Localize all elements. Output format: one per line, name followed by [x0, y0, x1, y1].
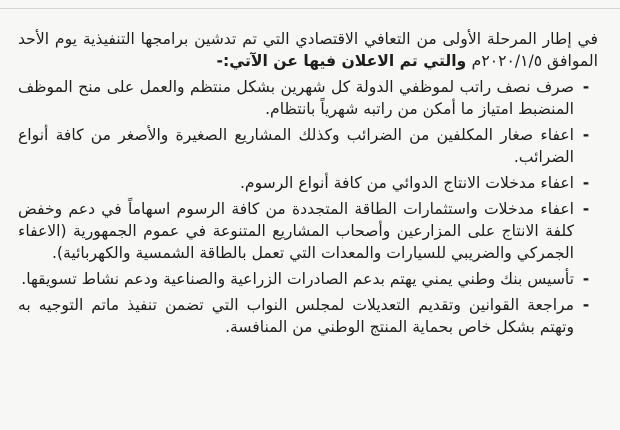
list-item-text: اعفاء صغار المكلفين من الضرائب وكذلك المشاريع الصغيرة والأصغر من كافة أنواع الضرائب. [18, 126, 574, 166]
intro-emphasis: والتي تم الاعلان فيها عن الآتي:- [216, 52, 472, 70]
list-item-text: اعفاء مدخلات الانتاج الدوائي من كافة أنواع الرسوم. [239, 174, 574, 192]
list-item-text: تأسيس بنك وطني يمني يهتم بدعم الصادرات الزراعية والصناعية ودعم نشاط تسويقها. [21, 270, 574, 288]
list-item [18, 172, 598, 194]
measures-list [18, 76, 598, 338]
list-item [18, 198, 598, 264]
bullet-dash: - [582, 78, 590, 96]
intro-lead: في إطار المرحلة الأولى من التعافي الاقتصادي التي تم تدشين برامجها التنفيذية يوم الأحد الموافق ٢٠٢٠/١/٥م [18, 30, 598, 70]
page-fold-line [0, 8, 620, 9]
list-item [18, 76, 598, 120]
list-item-text: مراجعة القوانين وتقديم التعديلات لمجلس النواب التي تضمن تنفيذ ماتم التوجيه به وتهتم بشكل خاص بحماية المنتج الوطني من المنافسة. [18, 296, 574, 336]
document-body [18, 28, 598, 342]
bullet-dash: - [582, 270, 590, 288]
list-item [18, 268, 598, 290]
list-item-text: صرف نصف راتب لموظفي الدولة كل شهرين بشكل منتظم والعمل على منح الموظف المنضبط امتياز ما أمكن من راتبه شهرياً بانتظام. [18, 78, 574, 118]
bullet-dash: - [582, 200, 590, 218]
intro-paragraph [18, 28, 598, 72]
bullet-dash: - [582, 126, 590, 144]
bullet-dash: - [582, 296, 590, 314]
list-item [18, 124, 598, 168]
list-item-text: اعفاء مدخلات واستثمارات الطاقة المتجددة من كافة الرسوم اسهاماً في دعم وخفض كلفة الانتاج على المزارعين وأصحاب المشاريع المتنوعة في عموم الجمهورية (الاعفاء الجمركي والضريبي للسيارات والمعدات التي تعمل بالطاقة الشمسية والكهربائية). [18, 200, 574, 262]
list-item [18, 294, 598, 338]
bullet-dash: - [582, 174, 590, 192]
